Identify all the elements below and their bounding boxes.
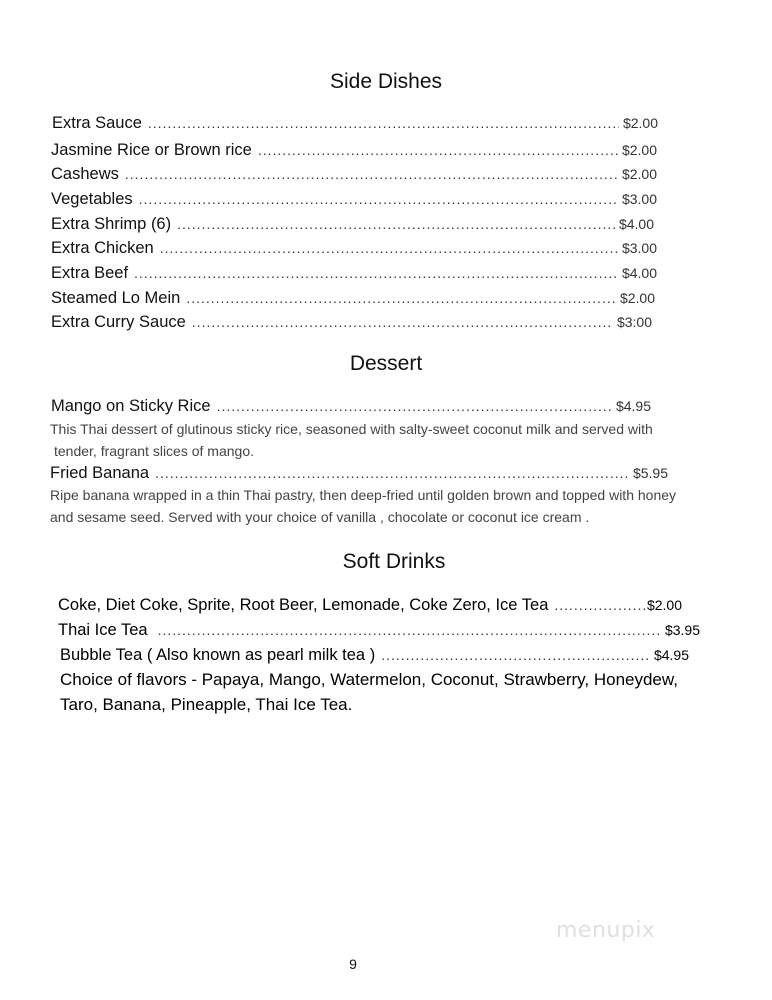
menu-item <box>50 464 668 483</box>
dessert-heading: Dessert <box>349 352 423 375</box>
menu-item <box>51 215 654 234</box>
item-price: $4.00 <box>621 265 657 281</box>
menu-item <box>51 289 655 308</box>
item-price: $3.95 <box>664 622 700 638</box>
side-dishes-heading: Side Dishes <box>329 70 443 93</box>
leader-dots <box>554 597 647 613</box>
item-name: Steamed Lo Mein <box>51 289 181 307</box>
leader-dots <box>258 142 618 158</box>
item-description <box>50 484 760 528</box>
menu-item <box>51 264 657 283</box>
page-number: 9 <box>349 956 357 972</box>
soft-drinks-heading: Soft Drinks <box>342 550 446 573</box>
item-description <box>50 418 750 462</box>
item-price: $3.00 <box>621 191 657 207</box>
menu-item <box>58 621 700 640</box>
leader-dots <box>192 314 613 330</box>
menu-item <box>51 313 652 332</box>
item-name: Fried Banana <box>50 464 150 482</box>
leader-dots <box>186 290 616 306</box>
item-name: Extra Sauce <box>52 114 142 132</box>
description-line: and sesame seed. Served with your choice of vanilla , chocolate or coconut ice cream . <box>50 509 590 525</box>
item-price: $5.95 <box>632 465 668 481</box>
leader-dots <box>381 647 650 663</box>
menu-item <box>51 165 657 184</box>
leader-dots <box>139 191 618 207</box>
item-name: Extra Curry Sauce <box>51 313 186 331</box>
leader-dots <box>125 166 618 182</box>
item-name: Cashews <box>51 165 119 183</box>
flavors-line: Choice of flavors - Papaya, Mango, Watermelon, Coconut, Strawberry, Honeydew, <box>60 670 678 689</box>
menu-item <box>51 141 657 160</box>
menu-item <box>52 114 658 133</box>
description-line: Ripe banana wrapped in a thin Thai pastry, then deep-fried until golden brown and topped with honey <box>50 487 677 503</box>
leader-dots <box>177 216 615 232</box>
item-price: $4.95 <box>653 647 689 663</box>
menu-item <box>60 646 689 665</box>
item-price: $2.00 <box>622 115 658 131</box>
leader-dots <box>160 240 618 256</box>
leader-dots <box>134 265 618 281</box>
item-price: $4.95 <box>615 398 651 414</box>
flavor-choices <box>60 667 740 717</box>
flavors-line: Taro, Banana, Pineapple, Thai Ice Tea. <box>60 695 353 714</box>
menu-item <box>51 190 657 209</box>
item-price: $2.00 <box>621 142 657 158</box>
item-price: $2.00 <box>619 290 655 306</box>
menu-item <box>51 239 657 258</box>
item-price: $2.00 <box>646 597 682 613</box>
item-price: $4.00 <box>618 216 654 232</box>
description-line: tender, fragrant slices of mango. <box>54 443 254 459</box>
menu-item <box>51 397 651 416</box>
item-price: $3.00 <box>621 240 657 256</box>
leader-dots <box>158 622 661 638</box>
menu-item <box>58 596 682 615</box>
item-name: Extra Beef <box>51 264 129 282</box>
item-name: Vegetables <box>51 190 133 208</box>
item-name: Extra Shrimp (6) <box>51 215 172 233</box>
leader-dots <box>217 398 612 414</box>
item-name: Thai Ice Tea <box>58 621 148 639</box>
item-name: Jasmine Rice or Brown rice <box>51 141 252 159</box>
leader-dots <box>148 115 619 131</box>
item-name: Mango on Sticky Rice <box>51 397 211 415</box>
item-name: Bubble Tea ( Also known as pearl milk tea ) <box>60 646 376 664</box>
item-name: Coke, Diet Coke, Sprite, Root Beer, Lemonade, Coke Zero, Ice Tea <box>58 596 549 614</box>
watermark-logo: menupix <box>556 918 656 943</box>
item-price: $2.00 <box>621 166 657 182</box>
description-line: This Thai dessert of glutinous sticky rice, seasoned with salty-sweet coconut milk and served with <box>50 421 653 437</box>
item-price: $3:00 <box>616 314 652 330</box>
item-name: Extra Chicken <box>51 239 154 257</box>
leader-dots <box>155 465 629 481</box>
